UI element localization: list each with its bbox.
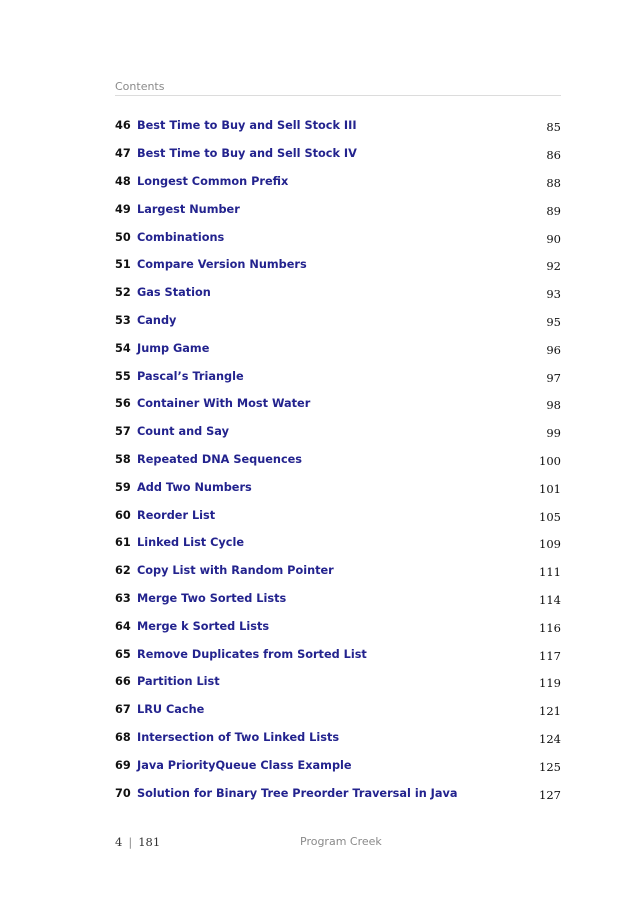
toc-entry-title-link[interactable]: Intersection of Two Linked Lists [137, 730, 340, 744]
toc-entry-page: 92 [546, 259, 561, 274]
toc-entry-number: 67 [115, 703, 131, 717]
toc-entry-title-link[interactable]: Best Time to Buy and Sell Stock IV [137, 147, 357, 161]
toc-entry-page: 111 [539, 565, 561, 580]
toc-entry-page: 98 [546, 398, 561, 413]
toc-entry-title-link[interactable]: Reorder List [137, 508, 216, 522]
toc-entry[interactable] [115, 529, 561, 557]
toc-entry-number: 69 [115, 758, 131, 772]
toc-entry[interactable] [115, 195, 561, 223]
toc-entry-number: 68 [115, 730, 131, 744]
toc-entry-title-link[interactable]: Largest Number [137, 202, 240, 216]
toc-entry-number: 59 [115, 480, 131, 494]
toc-entry-title-link[interactable]: Repeated DNA Sequences [137, 452, 303, 466]
toc-entry-page: 86 [546, 148, 561, 163]
toc-entry-title-link[interactable]: Partition List [137, 675, 220, 689]
toc-entry[interactable] [115, 751, 561, 779]
toc-entry-number: 57 [115, 425, 131, 439]
toc-entry-number: 46 [115, 119, 131, 133]
toc-entry-page: 85 [546, 120, 561, 135]
toc-entry-number: 48 [115, 174, 131, 188]
toc-entry-title-link[interactable]: LRU Cache [137, 703, 205, 717]
toc-entry-number: 53 [115, 313, 131, 327]
toc-entry-page: 105 [539, 509, 561, 524]
toc-entry-title-link[interactable]: Gas Station [137, 286, 211, 300]
toc-entry-title-link[interactable]: Remove Duplicates from Sorted List [137, 647, 367, 661]
header-divider [115, 95, 561, 96]
total-pages: 181 [138, 835, 161, 849]
toc-entry-page: 88 [546, 175, 561, 190]
table-of-contents [115, 112, 561, 807]
toc-entry-number: 51 [115, 258, 131, 272]
toc-entry-number: 66 [115, 675, 131, 689]
toc-entry[interactable] [115, 612, 561, 640]
footer-publisher: Program Creek [300, 835, 382, 848]
toc-entry-number: 65 [115, 647, 131, 661]
toc-entry-page: 93 [546, 287, 561, 302]
toc-entry-page: 119 [539, 676, 561, 691]
running-header: Contents [115, 80, 165, 93]
toc-entry-title-link[interactable]: Candy [137, 313, 177, 327]
toc-entry[interactable] [115, 251, 561, 279]
toc-entry[interactable] [115, 168, 561, 196]
toc-entry-page: 114 [539, 592, 561, 607]
toc-entry-page: 117 [539, 648, 561, 663]
toc-entry[interactable] [115, 307, 561, 335]
toc-entry-page: 90 [546, 231, 561, 246]
toc-entry-number: 61 [115, 536, 131, 550]
toc-entry[interactable] [115, 724, 561, 752]
toc-entry-page: 116 [539, 620, 561, 635]
toc-entry[interactable] [115, 668, 561, 696]
toc-entry-title-link[interactable]: Count and Say [137, 425, 229, 439]
toc-entry-page: 109 [539, 537, 561, 552]
toc-entry[interactable] [115, 557, 561, 585]
toc-entry-number: 55 [115, 369, 131, 383]
page-separator: | [128, 835, 133, 849]
toc-entry-title-link[interactable]: Copy List with Random Pointer [137, 564, 334, 578]
toc-entry[interactable] [115, 473, 561, 501]
toc-entry[interactable] [115, 446, 561, 474]
toc-entry[interactable] [115, 501, 561, 529]
toc-entry-title-link[interactable]: Merge k Sorted Lists [137, 619, 270, 633]
toc-entry-page: 95 [546, 314, 561, 329]
toc-entry[interactable] [115, 112, 561, 140]
toc-entry[interactable] [115, 779, 561, 807]
toc-entry-page: 127 [539, 787, 561, 802]
current-page: 4 [115, 835, 123, 849]
toc-entry-number: 50 [115, 230, 131, 244]
toc-entry-title-link[interactable]: Longest Common Prefix [137, 174, 289, 188]
toc-entry-title-link[interactable]: Combinations [137, 230, 225, 244]
toc-entry[interactable] [115, 696, 561, 724]
toc-entry-number: 70 [115, 786, 131, 800]
toc-entry-title-link[interactable]: Compare Version Numbers [137, 258, 307, 272]
toc-entry[interactable] [115, 640, 561, 668]
toc-entry[interactable] [115, 279, 561, 307]
toc-entry-number: 62 [115, 564, 131, 578]
toc-entry-number: 52 [115, 286, 131, 300]
toc-entry-number: 47 [115, 147, 131, 161]
toc-entry-title-link[interactable]: Java PriorityQueue Class Example [137, 758, 352, 772]
toc-entry[interactable] [115, 362, 561, 390]
toc-entry-number: 58 [115, 452, 131, 466]
toc-entry[interactable] [115, 585, 561, 613]
toc-entry-page: 124 [539, 731, 561, 746]
toc-entry-page: 121 [539, 704, 561, 719]
toc-entry-number: 56 [115, 397, 131, 411]
toc-entry-number: 54 [115, 341, 131, 355]
toc-entry-title-link[interactable]: Pascal’s Triangle [137, 369, 244, 383]
toc-entry[interactable] [115, 334, 561, 362]
toc-entry-number: 60 [115, 508, 131, 522]
toc-entry-page: 96 [546, 342, 561, 357]
toc-entry-title-link[interactable]: Solution for Binary Tree Preorder Traversal in Java [137, 786, 458, 800]
toc-entry-number: 49 [115, 202, 131, 216]
toc-entry[interactable] [115, 418, 561, 446]
toc-entry-title-link[interactable]: Linked List Cycle [137, 536, 245, 550]
toc-entry-title-link[interactable]: Jump Game [137, 341, 210, 355]
toc-entry-page: 97 [546, 370, 561, 385]
toc-entry-title-link[interactable]: Add Two Numbers [137, 480, 252, 494]
toc-entry[interactable] [115, 390, 561, 418]
toc-entry-page: 101 [539, 481, 561, 496]
toc-entry-page: 100 [539, 453, 561, 468]
toc-entry-number: 63 [115, 591, 131, 605]
toc-entry-page: 125 [539, 759, 561, 774]
page-number [115, 835, 160, 849]
toc-entry-title-link[interactable]: Best Time to Buy and Sell Stock III [137, 119, 357, 133]
toc-entry-title-link[interactable]: Container With Most Water [137, 397, 311, 411]
toc-entry[interactable] [115, 140, 561, 168]
toc-entry-number: 64 [115, 619, 131, 633]
toc-entry-page: 89 [546, 203, 561, 218]
toc-entry-title-link[interactable]: Merge Two Sorted Lists [137, 591, 287, 605]
toc-entry-page: 99 [546, 426, 561, 441]
toc-entry[interactable] [115, 223, 561, 251]
